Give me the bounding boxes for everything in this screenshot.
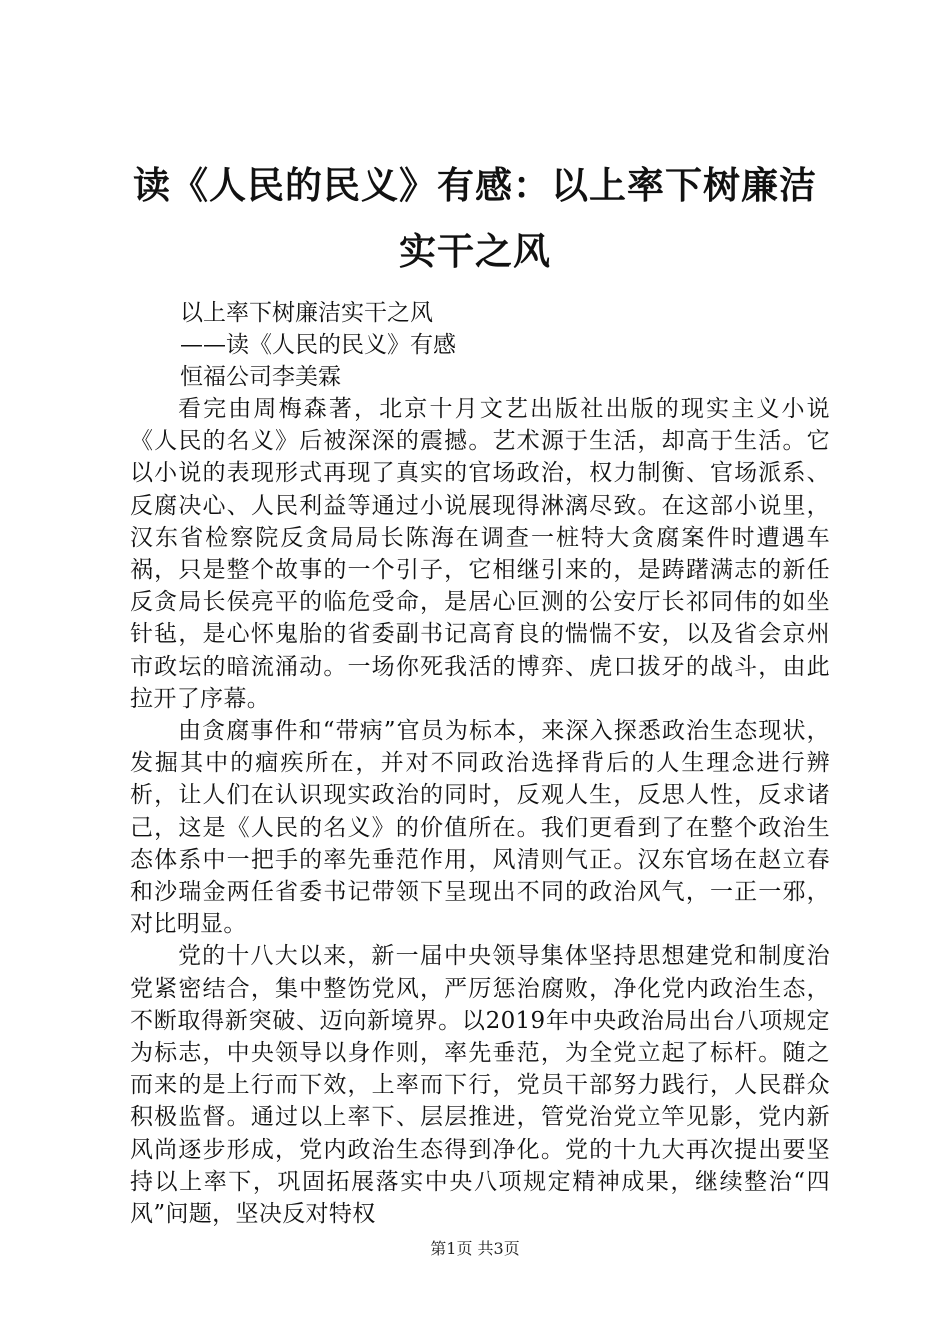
document-title: 读《人民的民义》有感：以上率下树廉洁实干之风 <box>133 163 817 273</box>
body-paragraph: 由贪腐事件和“带病”官员为标本，来深入探悉政治生态现状，发掘其中的痼疾所在，并对不同政治选择背后的人生理念进行辨析，让人们在认识现实政治的同时，反观人生，反思人性，反求诸己，这是《人民的名义》的价值所在。我们更看到了在整个政治生态体系中一把手的率先垂范作用，风清则气正。汉东官场在赵立春和沙瑞金两任省委书记带领下呈现出不同的政治风气，一正一邪，对比明显。 <box>130 718 830 938</box>
subtitle-source-line: ——读《人民的民义》有感 <box>180 332 456 358</box>
page-footer: 第1页 共3页 <box>430 1239 520 1258</box>
body-paragraph: 看完由周梅森著，北京十月文艺出版社出版的现实主义小说《人民的名义》后被深深的震撼。艺术源于生活，却高于生活。它以小说的表现形式再现了真实的官场政治，权力制衡、官场派系、反腐决心、人民利益等通过小说展现得淋漓尽致。在这部小说里，汉东省检察院反贪局局长陈海在调查一桩特大贪腐案件时遭遇车祸，只是整个故事的一个引子，它相继引来的，是踌躇满志的新任反贪局长侯亮平的临危受命，是居心叵测的公安厅长祁同伟的如坐针毡，是心怀鬼胎的省委副书记高育良的惴惴不安，以及省会京州市政坛的暗流涌动。一场你死我活的博弈、虎口拔牙的战斗，由此拉开了序幕。 <box>130 396 830 712</box>
subtitle-line: 以上率下树廉洁实干之风 <box>180 300 433 326</box>
document-body <box>130 393 830 1228</box>
author-line: 恒福公司李美霖 <box>180 364 341 390</box>
body-paragraph: 党的十八大以来，新一届中央领导集体坚持思想建党和制度治党紧密结合，集中整饬党风，严厉惩治腐败，净化党内政治生态，不断取得新突破、迈向新境界。以2019年中央政治局出台八项规定为标志，中央领导以身作则，率先垂范，为全党立起了标杆。随之而来的是上行而下效，上率而下行，党员干部努力践行，人民群众积极监督。通过以上率下、层层推进，管党治党立竿见影，党内新风尚逐步形成，党内政治生态得到净化。党的十九大再次提出要坚持以上率下，巩固拓展落实中央八项规定精神成果，继续整治“四风”问题，坚决反对特权 <box>130 943 830 1228</box>
